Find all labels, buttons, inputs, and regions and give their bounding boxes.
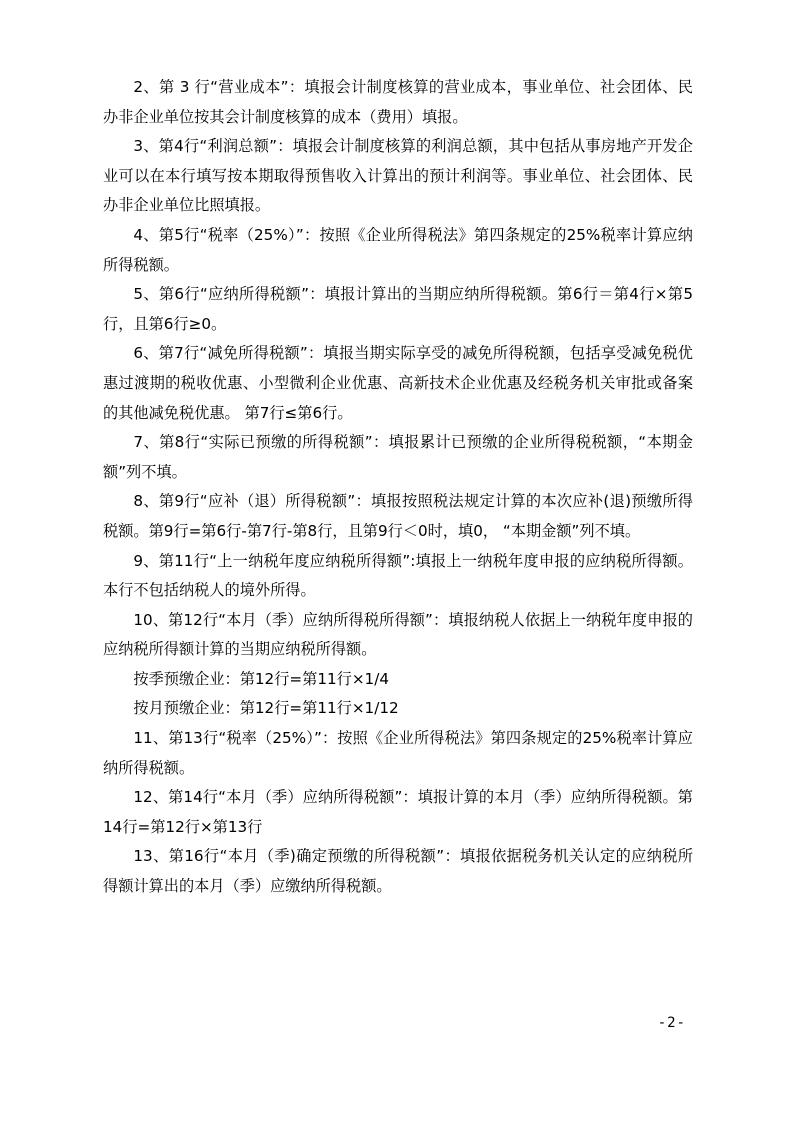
paragraph-item-5: 5、第6行“应纳所得税额”：填报计算出的当期应纳所得税额。第6行＝第4行×第5行，且第6行≥0。 <box>103 285 693 333</box>
page-number: -2- <box>657 1015 686 1031</box>
document-body <box>103 73 693 902</box>
paragraph-item-13: 13、第16行“本月（季)确定预缴的所得税额”：填报依据税务机关认定的应纳税所得额计算出的本月（季）应缴纳所得税额。 <box>103 847 693 896</box>
paragraph-item-8: 8、第9行“应补（退）所得税额”：填报按照税法规定计算的本次应补(退)预缴所得税额。第9行=第6行-第7行-第8行，且第9行＜0时，填0， “本期金额”列不填。 <box>103 492 693 540</box>
formula-monthly: 按月预缴企业：第12行=第11行×1/12 <box>133 699 399 718</box>
formula-quarterly: 按季预缴企业：第12行=第11行×1/4 <box>133 669 389 688</box>
paragraph-item-7: 7、第8行“实际已预缴的所得税额”：填报累计已预缴的企业所得税税额，“本期金额”列不填。 <box>103 433 693 481</box>
paragraph-item-9: 9、第11行“上一纳税年度应纳税所得额”:填报上一纳税年度申报的应纳税所得额。本行不包括纳税人的境外所得。 <box>103 551 693 600</box>
paragraph-item-2: 2、第 3 行“营业成本”：填报会计制度核算的营业成本，事业单位、社会团体、民办非企业单位按其会计制度核算的成本（费用）填报。 <box>103 78 693 126</box>
paragraph-item-11: 11、第13行“税率（25%）”：按照《企业所得税法》第四条规定的25%税率计算应纳所得税额。 <box>103 729 693 777</box>
paragraph-item-10: 10、第12行“本月（季）应纳所得税所得额”：填报纳税人依据上一纳税年度申报的应纳税所得额计算的当期应纳税所得额。 <box>103 610 693 659</box>
paragraph-item-4: 4、第5行“税率（25%）”：按照《企业所得税法》第四条规定的25%税率计算应纳所得税额。 <box>103 225 693 274</box>
paragraph-item-12: 12、第14行“本月（季）应纳所得税额”：填报计算的本月（季）应纳所得税额。第14行=第12行×第13行 <box>103 788 693 836</box>
paragraph-item-6: 6、第7行“减免所得税额”：填报当期实际享受的减免所得税额，包括享受减免税优惠过渡期的税收优惠、小型微利企业优惠、高新技术企业优惠及经税务机关审批或备案的其他减免税优惠。 第7行≤第6行。 <box>103 344 693 422</box>
paragraph-item-3: 3、第4行“利润总额”：填报会计制度核算的利润总额，其中包括从事房地产开发企业可以在本行填写按本期取得预售收入计算出的预计利润等。事业单位、社会团体、民办非企业单位比照填报。 <box>103 137 693 215</box>
